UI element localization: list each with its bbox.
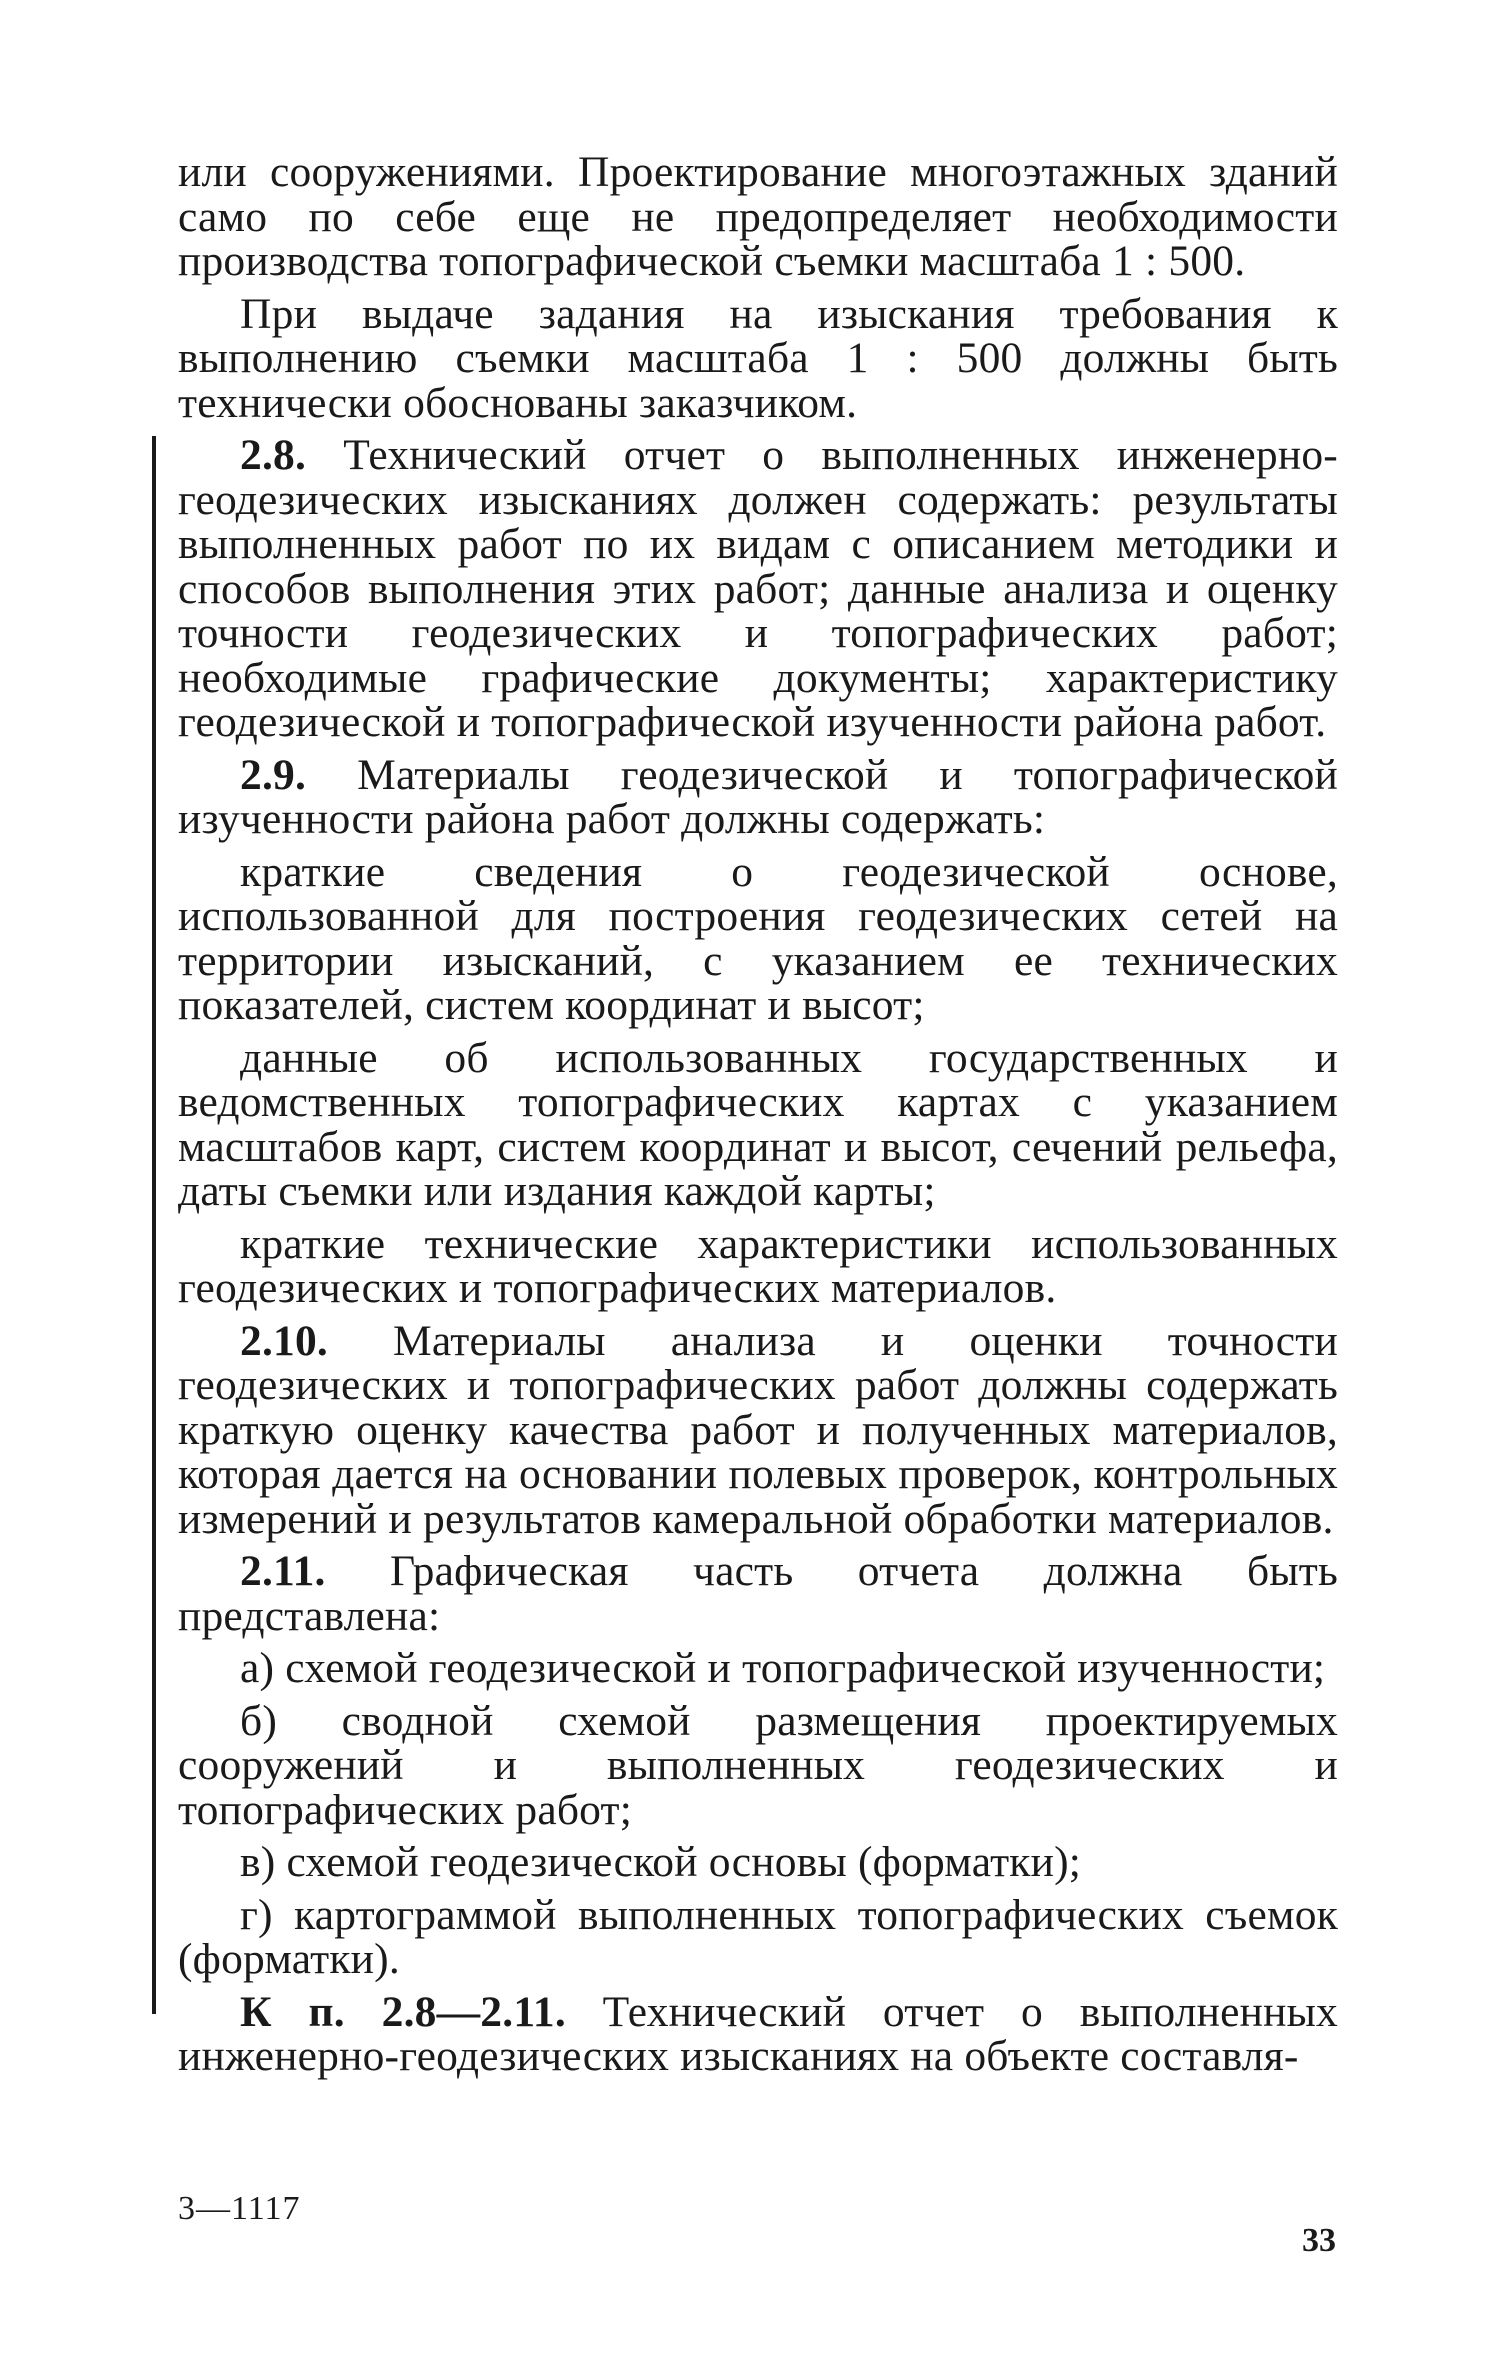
clause-number: К п. 2.8—2.11.	[240, 1987, 566, 2036]
paragraph-comment-2-8-2-11	[178, 1987, 1338, 2080]
revision-bar	[152, 436, 156, 2014]
paragraph-2-11-b	[178, 1696, 1338, 1834]
clause-number: 2.9.	[240, 750, 307, 799]
paragraph-text: Материалы геодезической и топографической изученности района работ должны содержать:	[178, 750, 1338, 843]
clause-number: 2.8.	[240, 431, 307, 479]
paragraph-intro-task	[178, 289, 1338, 427]
paragraph-text: а) схемой геодезической и топографической изученности;	[240, 1644, 1326, 1692]
paragraph-2-11	[178, 1549, 1338, 1638]
paragraph-text: в) схемой геодезической основы (форматки);	[240, 1838, 1082, 1886]
page-number: 33	[1302, 2222, 1336, 2259]
paragraph-intro-continuation	[178, 150, 1338, 284]
paragraph-text: Графическая часть отчета должна быть представлена:	[178, 1547, 1338, 1640]
signature-code: 3—1117	[178, 2190, 301, 2227]
clause-number: 2.10.	[240, 1316, 328, 1365]
paragraph-2-9	[178, 750, 1338, 843]
paragraph-text: б) сводной схемой размещения проектируемых сооружений и выполненных геодезических и топографических работ;	[178, 1696, 1338, 1834]
paragraph-text: Технический отчет о выполненных инженерно-геодезических изысканиях на объекте составля-	[178, 1987, 1338, 2080]
paragraph-2-9-item-2	[178, 1033, 1338, 1215]
paragraph-2-8	[178, 433, 1338, 745]
paragraph-text: При выдаче задания на изыскания требования к выполнению съемки масштаба 1 : 500 должны быть технически обоснованы заказчиком.	[178, 289, 1338, 427]
paragraph-text: Технический отчет о выполненных инженерно-геодезических изысканиях должен содержать: результаты выполненных работ по их видам с описанием методики и способов выполнения этих работ; данные анализа и оценку точности геодезических и топографических работ; необходимые графические документы; характеристику геодезической и топографической изученности района работ.	[178, 431, 1338, 746]
paragraph-2-11-a	[178, 1646, 1338, 1691]
paragraph-text: Материалы анализа и оценки точности геодезических и топографических работ должны содержать краткую оценку качества работ и полученных материалов, которая дается на основании полевых проверок, контрольных измерений и результатов камеральной обработки материалов.	[178, 1316, 1338, 1543]
clause-number: 2.11.	[240, 1547, 326, 1595]
paragraph-text: краткие технические характеристики использованных геодезических и топографических материалов.	[178, 1219, 1338, 1312]
paragraph-text: г) картограммой выполненных топографических съемок (форматки).	[178, 1890, 1338, 1983]
paragraph-2-10	[178, 1316, 1338, 1543]
paragraph-2-11-d	[178, 1890, 1338, 1983]
paragraph-text: данные об использованных государственных и ведомственных топографических картах с указанием масштабов карт, систем координат и высот, сечений рельефа, даты съемки или издания каждой карты;	[178, 1033, 1338, 1215]
paragraph-2-9-item-1	[178, 847, 1338, 1029]
paragraph-2-9-item-3	[178, 1219, 1338, 1312]
body-text	[178, 150, 1338, 2087]
paragraph-text: краткие сведения о геодезической основе, использованной для построения геодезических сетей на территории изысканий, с указанием ее технических показателей, систем координат и высот;	[178, 847, 1338, 1029]
paragraph-2-11-c	[178, 1840, 1338, 1885]
paragraph-text: или сооружениями. Проектирование многоэтажных зданий само по себе еще не предопределяет необходимости производства топографической съемки масштаба 1 : 500.	[178, 148, 1338, 285]
